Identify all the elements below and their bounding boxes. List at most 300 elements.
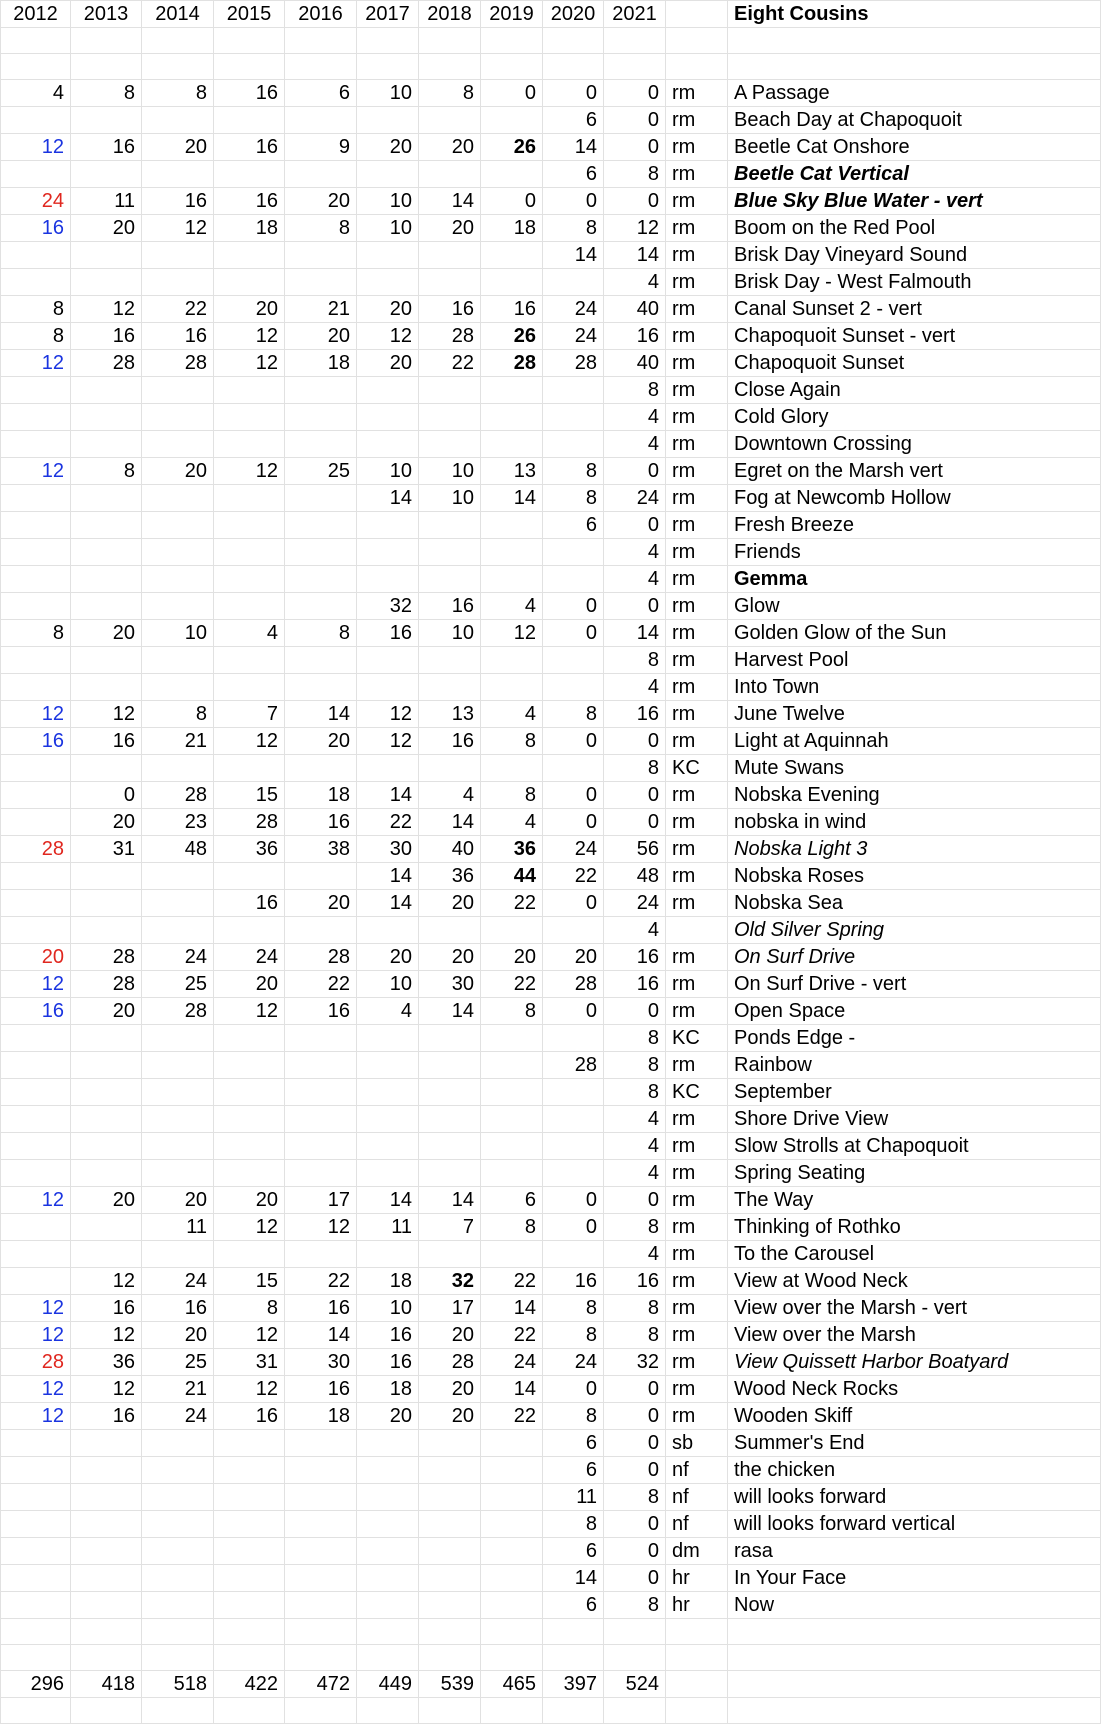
code-cell[interactable]: rm bbox=[666, 836, 728, 863]
value-cell[interactable] bbox=[357, 1160, 419, 1187]
title-cell[interactable]: Brisk Day Vineyard Sound bbox=[728, 242, 1101, 269]
value-cell[interactable] bbox=[285, 1025, 357, 1052]
value-cell[interactable] bbox=[214, 1106, 285, 1133]
value-cell[interactable] bbox=[142, 431, 214, 458]
value-cell[interactable]: 20 bbox=[142, 458, 214, 485]
title-cell[interactable]: Slow Strolls at Chapoquoit bbox=[728, 1133, 1101, 1160]
value-cell[interactable]: 8 bbox=[419, 80, 481, 107]
value-cell[interactable]: 15 bbox=[214, 782, 285, 809]
value-cell[interactable] bbox=[357, 161, 419, 188]
value-cell[interactable] bbox=[357, 539, 419, 566]
value-cell[interactable]: 12 bbox=[71, 296, 142, 323]
value-cell[interactable]: 14 bbox=[604, 242, 666, 269]
value-cell[interactable] bbox=[71, 863, 142, 890]
value-cell[interactable]: 20 bbox=[543, 944, 604, 971]
value-cell[interactable]: 12 bbox=[1, 1403, 71, 1430]
value-cell[interactable] bbox=[142, 890, 214, 917]
value-cell[interactable] bbox=[285, 485, 357, 512]
value-cell[interactable] bbox=[419, 1052, 481, 1079]
code-cell[interactable]: rm bbox=[666, 890, 728, 917]
value-cell[interactable]: 11 bbox=[71, 188, 142, 215]
value-cell[interactable]: 10 bbox=[357, 80, 419, 107]
sheet-title-cell[interactable]: Eight Cousins bbox=[728, 1, 1101, 28]
value-cell[interactable] bbox=[357, 512, 419, 539]
value-cell[interactable]: 20 bbox=[214, 296, 285, 323]
value-cell[interactable] bbox=[71, 1511, 142, 1538]
empty-cell[interactable] bbox=[728, 1698, 1101, 1724]
value-cell[interactable] bbox=[357, 917, 419, 944]
value-cell[interactable]: 4 bbox=[604, 1133, 666, 1160]
value-cell[interactable] bbox=[214, 161, 285, 188]
empty-cell[interactable] bbox=[285, 54, 357, 80]
title-cell[interactable]: Canal Sunset 2 - vert bbox=[728, 296, 1101, 323]
empty-cell[interactable] bbox=[71, 1619, 142, 1645]
value-cell[interactable] bbox=[142, 1538, 214, 1565]
value-cell[interactable] bbox=[142, 593, 214, 620]
value-cell[interactable]: 6 bbox=[543, 1592, 604, 1619]
value-cell[interactable]: 16 bbox=[419, 728, 481, 755]
value-cell[interactable]: 36 bbox=[419, 863, 481, 890]
empty-cell[interactable] bbox=[604, 1645, 666, 1671]
value-cell[interactable]: 16 bbox=[214, 188, 285, 215]
code-cell[interactable]: rm bbox=[666, 1187, 728, 1214]
value-cell[interactable]: 4 bbox=[604, 431, 666, 458]
value-cell[interactable]: 17 bbox=[419, 1295, 481, 1322]
value-cell[interactable]: 16 bbox=[142, 1295, 214, 1322]
title-cell[interactable]: Rainbow bbox=[728, 1052, 1101, 1079]
title-cell[interactable]: Light at Aquinnah bbox=[728, 728, 1101, 755]
empty-cell[interactable] bbox=[666, 1698, 728, 1724]
value-cell[interactable]: 21 bbox=[285, 296, 357, 323]
value-cell[interactable]: 20 bbox=[71, 998, 142, 1025]
value-cell[interactable] bbox=[1, 1268, 71, 1295]
empty-cell[interactable] bbox=[419, 1645, 481, 1671]
empty-cell[interactable] bbox=[481, 1619, 543, 1645]
value-cell[interactable]: 16 bbox=[71, 728, 142, 755]
code-cell[interactable]: rm bbox=[666, 107, 728, 134]
value-cell[interactable]: 16 bbox=[357, 1349, 419, 1376]
year-header-cell[interactable]: 2016 bbox=[285, 1, 357, 28]
empty-cell[interactable] bbox=[604, 28, 666, 54]
value-cell[interactable] bbox=[1, 1133, 71, 1160]
value-cell[interactable]: 8 bbox=[604, 1295, 666, 1322]
value-cell[interactable] bbox=[357, 674, 419, 701]
value-cell[interactable]: 25 bbox=[142, 1349, 214, 1376]
value-cell[interactable] bbox=[285, 1133, 357, 1160]
empty-cell[interactable] bbox=[481, 28, 543, 54]
value-cell[interactable] bbox=[481, 917, 543, 944]
value-cell[interactable]: 28 bbox=[142, 782, 214, 809]
value-cell[interactable]: 20 bbox=[214, 1187, 285, 1214]
value-cell[interactable]: 14 bbox=[285, 701, 357, 728]
value-cell[interactable]: 8 bbox=[285, 620, 357, 647]
value-cell[interactable] bbox=[1, 431, 71, 458]
value-cell[interactable]: 22 bbox=[285, 971, 357, 998]
value-cell[interactable] bbox=[481, 1538, 543, 1565]
value-cell[interactable] bbox=[419, 431, 481, 458]
empty-cell[interactable] bbox=[142, 28, 214, 54]
title-cell[interactable]: On Surf Drive bbox=[728, 944, 1101, 971]
code-cell[interactable]: rm bbox=[666, 350, 728, 377]
year-header-cell[interactable]: 2019 bbox=[481, 1, 543, 28]
value-cell[interactable]: 12 bbox=[71, 701, 142, 728]
value-cell[interactable]: 4 bbox=[214, 620, 285, 647]
value-cell[interactable]: 6 bbox=[543, 1430, 604, 1457]
value-cell[interactable] bbox=[214, 1592, 285, 1619]
empty-cell[interactable] bbox=[1, 54, 71, 80]
value-cell[interactable] bbox=[142, 863, 214, 890]
value-cell[interactable]: 18 bbox=[214, 215, 285, 242]
value-cell[interactable]: 20 bbox=[142, 1322, 214, 1349]
value-cell[interactable]: 16 bbox=[214, 80, 285, 107]
value-cell[interactable] bbox=[285, 1592, 357, 1619]
value-cell[interactable] bbox=[419, 755, 481, 782]
value-cell[interactable]: 28 bbox=[419, 323, 481, 350]
value-cell[interactable]: 8 bbox=[142, 80, 214, 107]
year-header-cell[interactable]: 2017 bbox=[357, 1, 419, 28]
empty-cell[interactable] bbox=[419, 1698, 481, 1724]
title-cell[interactable]: Spring Seating bbox=[728, 1160, 1101, 1187]
empty-cell[interactable] bbox=[728, 1671, 1101, 1698]
year-header-cell[interactable]: 2013 bbox=[71, 1, 142, 28]
code-cell[interactable]: rm bbox=[666, 1349, 728, 1376]
value-cell[interactable]: 11 bbox=[142, 1214, 214, 1241]
value-cell[interactable]: 8 bbox=[543, 485, 604, 512]
value-cell[interactable] bbox=[71, 107, 142, 134]
code-cell[interactable]: rm bbox=[666, 620, 728, 647]
value-cell[interactable] bbox=[142, 539, 214, 566]
value-cell[interactable]: 14 bbox=[419, 809, 481, 836]
value-cell[interactable]: 16 bbox=[419, 593, 481, 620]
value-cell[interactable]: 28 bbox=[481, 350, 543, 377]
empty-cell[interactable] bbox=[357, 1698, 419, 1724]
value-cell[interactable] bbox=[142, 1457, 214, 1484]
value-cell[interactable] bbox=[285, 404, 357, 431]
value-cell[interactable] bbox=[71, 161, 142, 188]
value-cell[interactable] bbox=[543, 566, 604, 593]
value-cell[interactable]: 16 bbox=[142, 323, 214, 350]
value-cell[interactable]: 4 bbox=[604, 1241, 666, 1268]
value-cell[interactable] bbox=[481, 674, 543, 701]
title-cell[interactable]: Golden Glow of the Sun bbox=[728, 620, 1101, 647]
value-cell[interactable] bbox=[214, 1457, 285, 1484]
value-cell[interactable] bbox=[142, 1160, 214, 1187]
empty-cell[interactable] bbox=[214, 54, 285, 80]
value-cell[interactable]: 16 bbox=[71, 1403, 142, 1430]
value-cell[interactable] bbox=[142, 512, 214, 539]
empty-cell[interactable] bbox=[285, 28, 357, 54]
value-cell[interactable] bbox=[214, 1511, 285, 1538]
value-cell[interactable] bbox=[481, 1133, 543, 1160]
value-cell[interactable] bbox=[214, 242, 285, 269]
title-cell[interactable]: Beetle Cat Vertical bbox=[728, 161, 1101, 188]
value-cell[interactable]: 8 bbox=[604, 161, 666, 188]
value-cell[interactable]: 8 bbox=[604, 1214, 666, 1241]
code-cell[interactable]: rm bbox=[666, 809, 728, 836]
empty-cell[interactable] bbox=[666, 54, 728, 80]
value-cell[interactable]: 0 bbox=[481, 80, 543, 107]
value-cell[interactable]: 20 bbox=[357, 1403, 419, 1430]
value-cell[interactable]: 24 bbox=[214, 944, 285, 971]
value-cell[interactable] bbox=[419, 512, 481, 539]
code-cell[interactable]: rm bbox=[666, 539, 728, 566]
title-cell[interactable]: Downtown Crossing bbox=[728, 431, 1101, 458]
value-cell[interactable]: 8 bbox=[543, 1511, 604, 1538]
value-cell[interactable] bbox=[142, 755, 214, 782]
code-cell[interactable]: KC bbox=[666, 1079, 728, 1106]
empty-cell[interactable] bbox=[543, 1698, 604, 1724]
empty-cell[interactable] bbox=[666, 28, 728, 54]
value-cell[interactable] bbox=[71, 404, 142, 431]
title-cell[interactable]: Open Space bbox=[728, 998, 1101, 1025]
total-cell[interactable]: 518 bbox=[142, 1671, 214, 1698]
code-cell[interactable]: rm bbox=[666, 161, 728, 188]
value-cell[interactable]: 28 bbox=[214, 809, 285, 836]
total-cell[interactable]: 449 bbox=[357, 1671, 419, 1698]
code-cell[interactable]: nf bbox=[666, 1484, 728, 1511]
value-cell[interactable]: 12 bbox=[1, 350, 71, 377]
value-cell[interactable] bbox=[543, 1133, 604, 1160]
value-cell[interactable] bbox=[357, 755, 419, 782]
value-cell[interactable]: 24 bbox=[604, 890, 666, 917]
value-cell[interactable]: 14 bbox=[543, 1565, 604, 1592]
value-cell[interactable] bbox=[543, 1079, 604, 1106]
value-cell[interactable]: 8 bbox=[543, 701, 604, 728]
value-cell[interactable]: 31 bbox=[71, 836, 142, 863]
value-cell[interactable]: 12 bbox=[214, 1214, 285, 1241]
empty-cell[interactable] bbox=[214, 28, 285, 54]
value-cell[interactable]: 28 bbox=[1, 1349, 71, 1376]
value-cell[interactable] bbox=[357, 647, 419, 674]
value-cell[interactable]: 16 bbox=[543, 1268, 604, 1295]
value-cell[interactable] bbox=[357, 1133, 419, 1160]
value-cell[interactable] bbox=[357, 1052, 419, 1079]
code-cell[interactable]: rm bbox=[666, 1241, 728, 1268]
value-cell[interactable] bbox=[357, 1538, 419, 1565]
empty-cell[interactable] bbox=[1, 1619, 71, 1645]
value-cell[interactable] bbox=[1, 1565, 71, 1592]
value-cell[interactable]: 6 bbox=[543, 1457, 604, 1484]
value-cell[interactable] bbox=[71, 377, 142, 404]
value-cell[interactable] bbox=[71, 1457, 142, 1484]
value-cell[interactable] bbox=[1, 1214, 71, 1241]
value-cell[interactable] bbox=[1, 1592, 71, 1619]
title-cell[interactable]: Chapoquoit Sunset bbox=[728, 350, 1101, 377]
value-cell[interactable]: 28 bbox=[142, 998, 214, 1025]
value-cell[interactable]: 0 bbox=[543, 998, 604, 1025]
value-cell[interactable] bbox=[543, 674, 604, 701]
value-cell[interactable]: 28 bbox=[1, 836, 71, 863]
value-cell[interactable] bbox=[1, 863, 71, 890]
value-cell[interactable] bbox=[419, 1565, 481, 1592]
value-cell[interactable] bbox=[419, 647, 481, 674]
value-cell[interactable] bbox=[285, 431, 357, 458]
title-cell[interactable]: On Surf Drive - vert bbox=[728, 971, 1101, 998]
title-cell[interactable]: Fresh Breeze bbox=[728, 512, 1101, 539]
value-cell[interactable]: 24 bbox=[543, 836, 604, 863]
value-cell[interactable]: 8 bbox=[604, 377, 666, 404]
value-cell[interactable] bbox=[285, 161, 357, 188]
value-cell[interactable] bbox=[285, 1079, 357, 1106]
value-cell[interactable]: 12 bbox=[142, 215, 214, 242]
value-cell[interactable] bbox=[1, 755, 71, 782]
value-cell[interactable]: 0 bbox=[604, 80, 666, 107]
value-cell[interactable]: 4 bbox=[604, 566, 666, 593]
value-cell[interactable] bbox=[142, 1565, 214, 1592]
code-cell[interactable]: hr bbox=[666, 1565, 728, 1592]
value-cell[interactable] bbox=[1, 782, 71, 809]
total-cell[interactable]: 472 bbox=[285, 1671, 357, 1698]
empty-cell[interactable] bbox=[357, 1645, 419, 1671]
value-cell[interactable] bbox=[285, 674, 357, 701]
value-cell[interactable]: 12 bbox=[357, 323, 419, 350]
value-cell[interactable]: 16 bbox=[604, 944, 666, 971]
value-cell[interactable]: 24 bbox=[604, 485, 666, 512]
value-cell[interactable]: 0 bbox=[543, 188, 604, 215]
empty-cell[interactable] bbox=[543, 1619, 604, 1645]
value-cell[interactable]: 0 bbox=[604, 593, 666, 620]
empty-cell[interactable] bbox=[71, 1645, 142, 1671]
value-cell[interactable] bbox=[214, 404, 285, 431]
title-cell[interactable]: Ponds Edge - bbox=[728, 1025, 1101, 1052]
value-cell[interactable]: 14 bbox=[357, 890, 419, 917]
value-cell[interactable] bbox=[71, 1538, 142, 1565]
title-cell[interactable]: Beach Day at Chapoquoit bbox=[728, 107, 1101, 134]
value-cell[interactable] bbox=[285, 1538, 357, 1565]
value-cell[interactable] bbox=[419, 242, 481, 269]
empty-cell[interactable] bbox=[543, 54, 604, 80]
value-cell[interactable] bbox=[285, 1052, 357, 1079]
value-cell[interactable]: 20 bbox=[357, 944, 419, 971]
value-cell[interactable]: 10 bbox=[357, 971, 419, 998]
value-cell[interactable]: 30 bbox=[285, 1349, 357, 1376]
value-cell[interactable] bbox=[285, 1160, 357, 1187]
value-cell[interactable] bbox=[285, 242, 357, 269]
code-cell[interactable]: rm bbox=[666, 971, 728, 998]
value-cell[interactable] bbox=[543, 377, 604, 404]
value-cell[interactable] bbox=[481, 1079, 543, 1106]
value-cell[interactable] bbox=[481, 1565, 543, 1592]
value-cell[interactable] bbox=[419, 1133, 481, 1160]
value-cell[interactable]: 18 bbox=[285, 782, 357, 809]
value-cell[interactable]: 0 bbox=[604, 458, 666, 485]
value-cell[interactable]: 8 bbox=[604, 1484, 666, 1511]
value-cell[interactable]: 20 bbox=[419, 1403, 481, 1430]
code-cell[interactable]: rm bbox=[666, 1376, 728, 1403]
value-cell[interactable]: 0 bbox=[543, 1376, 604, 1403]
value-cell[interactable]: 28 bbox=[71, 971, 142, 998]
value-cell[interactable] bbox=[71, 1079, 142, 1106]
value-cell[interactable]: 4 bbox=[604, 1106, 666, 1133]
value-cell[interactable] bbox=[357, 1430, 419, 1457]
code-cell[interactable]: dm bbox=[666, 1538, 728, 1565]
value-cell[interactable] bbox=[1, 674, 71, 701]
value-cell[interactable]: 20 bbox=[481, 944, 543, 971]
title-cell[interactable]: Friends bbox=[728, 539, 1101, 566]
title-cell[interactable]: Nobska Roses bbox=[728, 863, 1101, 890]
value-cell[interactable] bbox=[214, 1538, 285, 1565]
value-cell[interactable]: 12 bbox=[1, 458, 71, 485]
value-cell[interactable] bbox=[1, 917, 71, 944]
value-cell[interactable]: 20 bbox=[214, 971, 285, 998]
value-cell[interactable]: 18 bbox=[357, 1376, 419, 1403]
value-cell[interactable]: 24 bbox=[142, 944, 214, 971]
value-cell[interactable] bbox=[214, 674, 285, 701]
value-cell[interactable] bbox=[285, 269, 357, 296]
value-cell[interactable] bbox=[419, 1106, 481, 1133]
value-cell[interactable] bbox=[419, 1592, 481, 1619]
value-cell[interactable] bbox=[357, 1241, 419, 1268]
code-cell[interactable]: rm bbox=[666, 323, 728, 350]
empty-cell[interactable] bbox=[666, 1645, 728, 1671]
title-cell[interactable]: Fog at Newcomb Hollow bbox=[728, 485, 1101, 512]
value-cell[interactable]: 24 bbox=[543, 296, 604, 323]
value-cell[interactable]: 40 bbox=[604, 296, 666, 323]
value-cell[interactable] bbox=[71, 1106, 142, 1133]
title-cell[interactable]: To the Carousel bbox=[728, 1241, 1101, 1268]
value-cell[interactable] bbox=[142, 1133, 214, 1160]
code-cell[interactable]: rm bbox=[666, 1403, 728, 1430]
value-cell[interactable] bbox=[71, 1025, 142, 1052]
value-cell[interactable] bbox=[285, 1511, 357, 1538]
value-cell[interactable]: 6 bbox=[481, 1187, 543, 1214]
value-cell[interactable]: 10 bbox=[419, 485, 481, 512]
value-cell[interactable] bbox=[71, 593, 142, 620]
empty-cell[interactable] bbox=[142, 54, 214, 80]
value-cell[interactable] bbox=[142, 647, 214, 674]
value-cell[interactable]: 12 bbox=[357, 701, 419, 728]
title-cell[interactable]: Cold Glory bbox=[728, 404, 1101, 431]
value-cell[interactable]: 0 bbox=[604, 512, 666, 539]
code-cell[interactable]: rm bbox=[666, 377, 728, 404]
empty-cell[interactable] bbox=[728, 28, 1101, 54]
value-cell[interactable]: 20 bbox=[285, 188, 357, 215]
empty-cell[interactable] bbox=[1, 1645, 71, 1671]
value-cell[interactable] bbox=[71, 1565, 142, 1592]
year-header-cell[interactable]: 2021 bbox=[604, 1, 666, 28]
value-cell[interactable]: 8 bbox=[543, 1403, 604, 1430]
title-cell[interactable]: Now bbox=[728, 1592, 1101, 1619]
value-cell[interactable] bbox=[71, 512, 142, 539]
value-cell[interactable]: 26 bbox=[481, 323, 543, 350]
title-cell[interactable]: Mute Swans bbox=[728, 755, 1101, 782]
code-cell[interactable]: rm bbox=[666, 458, 728, 485]
value-cell[interactable] bbox=[214, 1430, 285, 1457]
title-cell[interactable]: View Quissett Harbor Boatyard bbox=[728, 1349, 1101, 1376]
value-cell[interactable] bbox=[71, 1484, 142, 1511]
value-cell[interactable] bbox=[481, 404, 543, 431]
value-cell[interactable]: 48 bbox=[142, 836, 214, 863]
value-cell[interactable] bbox=[142, 161, 214, 188]
value-cell[interactable]: 22 bbox=[142, 296, 214, 323]
value-cell[interactable]: 12 bbox=[357, 728, 419, 755]
year-header-cell[interactable]: 2012 bbox=[1, 1, 71, 28]
value-cell[interactable] bbox=[1, 242, 71, 269]
value-cell[interactable] bbox=[142, 485, 214, 512]
empty-cell[interactable] bbox=[543, 28, 604, 54]
value-cell[interactable] bbox=[142, 1052, 214, 1079]
value-cell[interactable] bbox=[1, 1538, 71, 1565]
value-cell[interactable] bbox=[71, 917, 142, 944]
empty-cell[interactable] bbox=[1, 28, 71, 54]
value-cell[interactable]: 22 bbox=[419, 350, 481, 377]
value-cell[interactable]: 20 bbox=[419, 215, 481, 242]
code-cell[interactable]: rm bbox=[666, 269, 728, 296]
value-cell[interactable]: 22 bbox=[285, 1268, 357, 1295]
value-cell[interactable]: 12 bbox=[1, 1322, 71, 1349]
value-cell[interactable] bbox=[214, 755, 285, 782]
value-cell[interactable] bbox=[142, 1592, 214, 1619]
